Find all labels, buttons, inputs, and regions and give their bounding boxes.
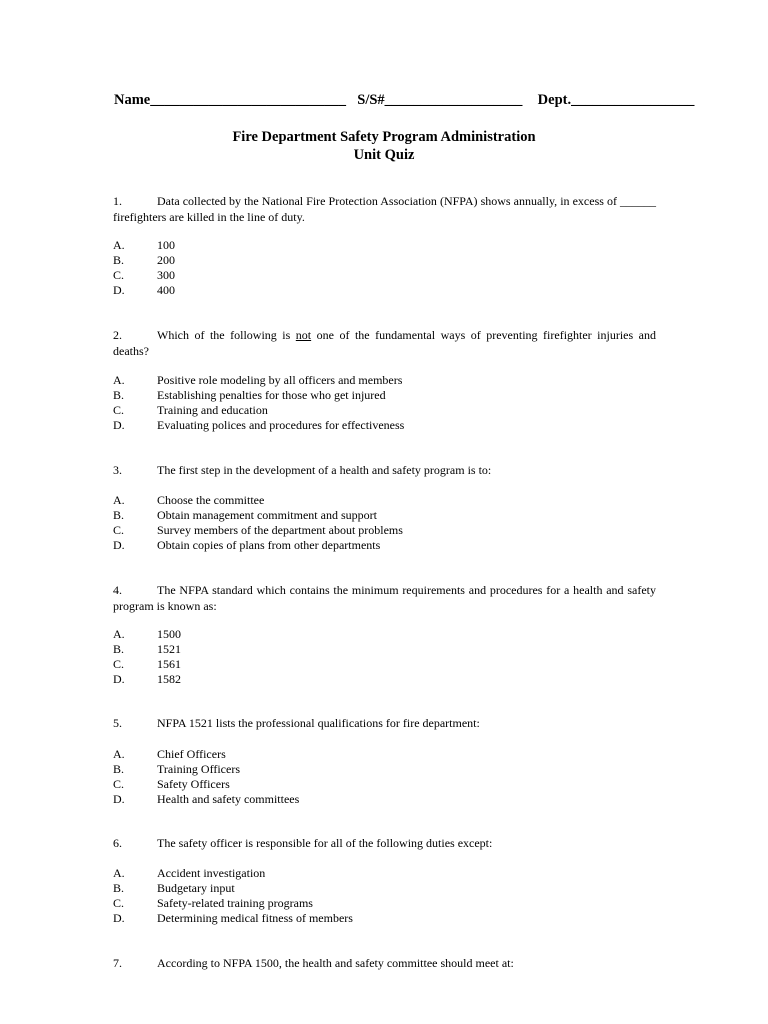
question-1 <box>113 194 656 225</box>
option-a: A. Chief Officers <box>113 747 226 761</box>
option-a: A. 1500 <box>113 627 181 641</box>
option-d: D. Obtain copies of plans from other departments <box>113 538 381 552</box>
option-b: B. Obtain management commitment and support <box>113 508 377 522</box>
option-c: C. 1561 <box>113 657 181 671</box>
option-d: D. Evaluating polices and procedures for effectiveness <box>113 418 405 432</box>
name-label: Name <box>114 92 151 108</box>
question-number: 7. <box>113 956 122 970</box>
option-b: B. Budgetary input <box>113 881 235 895</box>
option-b: B. Establishing penalties for those who get injured <box>113 388 386 402</box>
option-d: D. Health and safety committees <box>113 792 300 806</box>
question-2: 2. Which of the following is not one of the fundamental ways of preventing firefighter injuries and deaths? <box>113 328 656 358</box>
question-text: Data collected by the National Fire Protection Association (NFPA) shows annually, in excess of ______ firefighters are killed in the line of duty. <box>113 194 656 224</box>
option-d: D. Determining medical fitness of members <box>113 911 353 925</box>
option-c: C. Safety-related training programs <box>113 896 313 910</box>
question-5: 5. NFPA 1521 lists the professional qualifications for fire department: <box>113 716 480 730</box>
dept-blank: _________________ <box>571 92 695 108</box>
ss-label: S/S# <box>357 92 385 108</box>
question-3-options <box>113 493 403 553</box>
option-c: C. Survey members of the department about problems <box>113 523 403 537</box>
question-5-options <box>113 747 299 807</box>
question-6: 6. The safety officer is responsible for all of the following duties except: <box>113 836 493 850</box>
name-blank: ___________________________ <box>150 92 346 108</box>
option-b: B. 1521 <box>113 642 181 656</box>
question-6-options <box>113 866 353 926</box>
option-a: A. 100 <box>113 238 175 252</box>
question-4: 4. The NFPA standard which contains the minimum requirements and procedures for a health and safety program is known as: <box>113 583 656 613</box>
question-1-options <box>113 238 175 298</box>
question-number: 6. <box>113 836 122 850</box>
quiz-title: Fire Department Safety Program Administration <box>232 129 536 145</box>
ss-blank: ___________________ <box>384 92 523 108</box>
option-b: B. Training Officers <box>113 762 240 776</box>
option-d: D. 1582 <box>113 672 181 686</box>
option-c: C. 300 <box>113 268 175 282</box>
question-number: 3. <box>113 463 122 477</box>
option-a: A. Positive role modeling by all officers and members <box>113 373 403 387</box>
option-b: B. 200 <box>113 253 175 267</box>
question-number: 4. <box>113 583 122 597</box>
question-number: 1. <box>113 194 122 208</box>
question-7: 7. According to NFPA 1500, the health and safety committee should meet at: <box>113 956 514 970</box>
question-number: 5. <box>113 716 122 730</box>
question-4-options <box>113 627 181 687</box>
quiz-subtitle: Unit Quiz <box>353 147 415 163</box>
student-info-header <box>114 92 695 109</box>
question-3: 3. The first step in the development of a health and safety program is to: <box>113 463 492 477</box>
question-2-options <box>113 373 404 433</box>
option-a: A. Choose the committee <box>113 493 265 507</box>
dept-label: Dept. <box>537 92 572 108</box>
emphasis-not: not <box>295 328 312 342</box>
question-number: 2. <box>113 328 122 342</box>
option-c: C. Training and education <box>113 403 268 417</box>
option-c: C. Safety Officers <box>113 777 230 791</box>
option-d: D. 400 <box>113 283 175 297</box>
option-a: A. Accident investigation <box>113 866 266 880</box>
